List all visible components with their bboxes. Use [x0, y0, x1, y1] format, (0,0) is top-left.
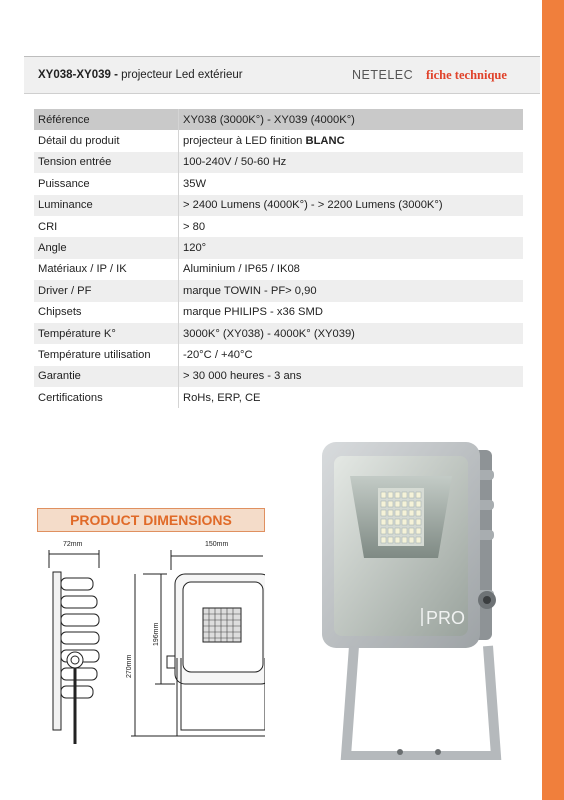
led-chip — [395, 537, 400, 543]
led-chip — [416, 492, 421, 498]
led-chip — [409, 528, 414, 534]
led-chip — [381, 519, 386, 525]
spec-label: Driver / PF — [34, 280, 179, 301]
spec-value — [179, 152, 524, 173]
spec-value-text: 35W — [183, 177, 207, 190]
spec-row — [34, 216, 523, 237]
spec-row — [34, 130, 523, 151]
spec-value-text: RoHs, ERP, CE — [183, 391, 261, 404]
led-chip — [416, 519, 421, 525]
spec-value-emphasis: BLANC — [305, 135, 345, 148]
spec-label: Détail du produit — [34, 130, 179, 151]
side-view-drawing — [49, 550, 99, 744]
spec-row — [34, 302, 523, 323]
spec-label: Température utilisation — [34, 344, 179, 365]
spec-value-text: projecteur à LED finition — [183, 135, 306, 148]
spec-row — [34, 344, 523, 365]
spec-value-text: > 80 — [183, 220, 206, 233]
spec-row — [34, 195, 523, 216]
total-height-label: 270mm — [126, 654, 133, 678]
led-chip — [381, 501, 386, 507]
led-chip — [381, 537, 386, 543]
spec-label: Matériaux / IP / IK — [34, 259, 179, 280]
spec-value — [179, 173, 524, 194]
led-chip — [388, 501, 393, 507]
led-chip — [395, 510, 400, 516]
spec-row — [34, 152, 523, 173]
floodlight-bracket — [346, 646, 496, 756]
spec-value — [179, 302, 524, 323]
spec-label: CRI — [34, 216, 179, 237]
led-chip — [416, 501, 421, 507]
led-chip — [402, 492, 407, 498]
led-chip — [409, 501, 414, 507]
header-title — [38, 69, 243, 81]
spec-row — [34, 109, 523, 130]
led-chip — [388, 537, 393, 543]
spec-value-text: XY038 (3000K°) - XY039 (4000K°) — [183, 113, 355, 126]
led-chip — [381, 528, 386, 534]
led-chip — [402, 501, 407, 507]
spec-value — [179, 280, 524, 301]
spec-label: Température K° — [34, 323, 179, 344]
led-chip — [402, 528, 407, 534]
spec-row — [34, 387, 523, 408]
spec-value-text: -20°C / +40°C — [183, 348, 253, 361]
spec-value — [179, 195, 524, 216]
led-chip — [416, 510, 421, 516]
spec-value-text: marque TOWIN - PF> 0,90 — [183, 284, 317, 297]
led-chip — [381, 510, 386, 516]
spec-value — [179, 130, 524, 151]
spec-label: Référence — [34, 109, 179, 130]
led-chip — [388, 519, 393, 525]
pro-logo-text: PRO — [426, 608, 466, 628]
depth-label: 72mm — [63, 541, 83, 548]
spec-label: Certifications — [34, 387, 179, 408]
floodlight-body — [322, 442, 496, 648]
spec-label: Chipsets — [34, 302, 179, 323]
led-chip — [388, 528, 393, 534]
led-chip — [402, 510, 407, 516]
led-chip — [381, 492, 386, 498]
led-chip — [416, 528, 421, 534]
spec-value-text: > 2400 Lumens (4000K°) - > 2200 Lumens (3000K°) — [183, 199, 443, 212]
spec-row — [34, 366, 523, 387]
brand-name: NETELEC — [352, 68, 414, 82]
spec-value — [179, 109, 524, 130]
spec-value-text: 100-240V / 50-60 Hz — [183, 156, 287, 169]
led-chip — [409, 492, 414, 498]
led-chip — [409, 537, 414, 543]
orange-side-strip — [542, 0, 564, 800]
spec-row — [34, 259, 523, 280]
floodlight-photo — [320, 440, 510, 760]
body-height-label: 196mm — [153, 622, 160, 646]
spec-label: Garantie — [34, 366, 179, 387]
width-label: 150mm — [205, 541, 229, 548]
led-chip — [395, 492, 400, 498]
title-separator: - — [110, 69, 122, 81]
led-chip — [395, 519, 400, 525]
spec-label: Tension entrée — [34, 152, 179, 173]
front-view-drawing — [131, 550, 265, 736]
led-chip — [388, 510, 393, 516]
spec-label: Angle — [34, 237, 179, 258]
spec-label: Puissance — [34, 173, 179, 194]
spec-table — [34, 109, 523, 408]
spec-label: Luminance — [34, 195, 179, 216]
doc-type-label: fiche technique — [426, 68, 507, 82]
model-name: XY038-XY039 — [38, 69, 111, 81]
spec-value-text: Aluminium / IP65 / IK08 — [183, 263, 300, 276]
spec-value-text: > 30 000 heures - 3 ans — [183, 370, 302, 383]
led-chip — [388, 492, 393, 498]
product-dimensions-panel — [37, 508, 265, 756]
led-chip — [409, 519, 414, 525]
dimension-drawing — [37, 530, 265, 756]
led-chip — [409, 510, 414, 516]
spec-value-text: 3000K° (XY038) - 4000K° (XY039) — [183, 327, 355, 340]
spec-value — [179, 387, 524, 408]
spec-value-text: marque PHILIPS - x36 SMD — [183, 306, 323, 319]
spec-value — [179, 366, 524, 387]
led-chip — [395, 501, 400, 507]
spec-value-text: 120° — [183, 242, 207, 255]
spec-value — [179, 259, 524, 280]
spec-row — [34, 280, 523, 301]
led-chip — [395, 528, 400, 534]
spec-row — [34, 323, 523, 344]
led-chip — [402, 519, 407, 525]
spec-value — [179, 237, 524, 258]
spec-row — [34, 237, 523, 258]
spec-row — [34, 173, 523, 194]
spec-value — [179, 344, 524, 365]
led-chip — [402, 537, 407, 543]
spec-value — [179, 323, 524, 344]
spec-value — [179, 216, 524, 237]
product-subtitle: projecteur Led extérieur — [121, 69, 243, 81]
dimensions-title: PRODUCT DIMENSIONS — [37, 508, 265, 532]
led-chip — [416, 537, 421, 543]
header-band — [24, 56, 540, 94]
